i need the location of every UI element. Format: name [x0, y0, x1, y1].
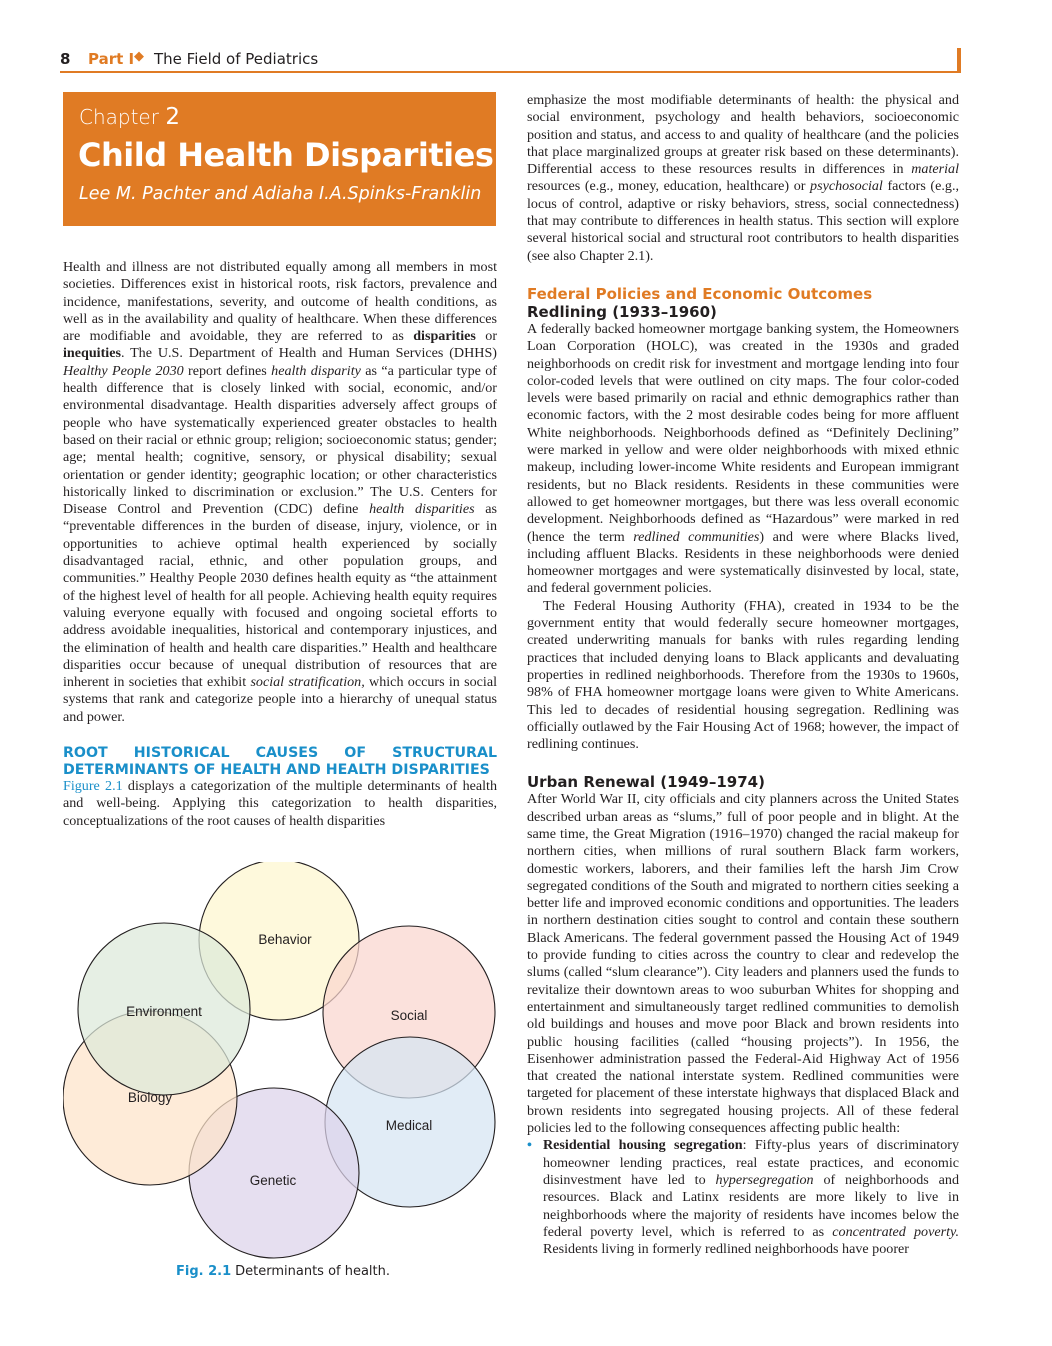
- figure-caption-text: Determinants of health.: [235, 1264, 391, 1279]
- behavior-label: Behavior: [258, 932, 312, 947]
- section-heading-root-causes: ROOT HISTORICAL CAUSES OF STRUCTURAL DETERMINANTS OF HEALTH AND HEALTH DISPARITIES: [63, 745, 497, 778]
- social-label: Social: [390, 1008, 428, 1023]
- figure-caption-label: Fig. 2.1: [175, 1264, 232, 1279]
- fha-paragraph: The Federal Housing Authority (FHA), created in 1934 to be the government entity that would federally secure homeowner mortgages, created underwriting manuals for banks with rules regarding lending practices that included denying loans to Black applicants and devaluating properties in redlined neighborhoods. Therefore from the 1930s to 1960s, 98% of FHA homeowner mortgage loans were given to White Americans. This led to decades of residential housing segregation. Redlining was officially outlawed by the Fair Housing Act of 1968; however, the impact of redlining continues.: [527, 597, 959, 753]
- right-column: [527, 92, 959, 1258]
- section-paragraph: Figure 2.1 displays a categorization of the multiple determinants of health and well-being. Applying this categorization to health disparities, conceptualizations of the root causes of health disparities: [63, 778, 497, 829]
- heading-federal-policies: Federal Policies and Economic Outcomes: [527, 284, 873, 303]
- header-rule: [60, 71, 958, 73]
- heading-urban-renewal: Urban Renewal (1949–1974): [527, 773, 765, 792]
- part-title: The Field of Pediatrics: [154, 50, 319, 68]
- urban-renewal-paragraph: After World War II, city officials and city planners across the United States described urban areas as “slums,” full of poor people and in blight. At the same time, the Great Migration (1916–1970) changed the racial makeup for northern cities, when millions of rural southern Black farm workers, domestic workers, laborers, and their families left the harsh Jim Crow segregated conditions of the South and migrated to northern cities seeking a better life and improved economic conditions and opportunities. The leaders in northern destination cities sought to control and contain these southern Black Americans. The federal government passed the Housing Act of 1949 to provide funding to cities across the country to clear and redevelop the slums (called “slum clearance”). City leaders and planners used the funds to revitalize their downtown areas to woo suburban Whites for shopping and entertainment and simultaneously target redlined communities to demolish old buildings and houses and move poor Black and brown residents into public housing facilities (called “housing projects”). In 1956, the Eisenhower administration passed the Federal-Aid Highway Act of 1956 that created the national interstate system. Redlined communities were targeted for placement of these interstate highways that displaced Black and brown residents into segregated housing projects. All of these federal policies led to the following consequences affecting public health:: [527, 791, 959, 1137]
- heading-redlining: Redlining (1933–1960): [527, 302, 717, 321]
- list-item: • Residential housing segregation: Fifty-plus years of discriminatory homeowner lending practices, real estate practices, and economic disinvestment have led to hypersegregation of neighborhoods and resources. Black and Latinx residents are more likely to live in neighborhoods where the majority of residents have incomes below the federal poverty level, which is referred to as concentrated poverty. Residents living in formerly redlined neighborhoods have poorer: [527, 1137, 959, 1258]
- figure-caption: [63, 1264, 503, 1279]
- consequences-list: [527, 1137, 959, 1258]
- chapter-title: Child Health Disparities: [78, 136, 494, 174]
- running-header: [60, 48, 960, 74]
- chapter-number: Chapter 2: [79, 104, 180, 130]
- header-edge-tab: [957, 48, 961, 73]
- part-label: Part I: [88, 50, 135, 68]
- left-column: [63, 259, 497, 830]
- chapter-banner: [63, 92, 496, 226]
- genetic-label: Genetic: [249, 1173, 297, 1188]
- continuation-paragraph: emphasize the most modifiable determinants of health: the physical and social environment, psychology and health behaviors, socioeconomic position and status, and access to and quality of healthcare (and the policies that place marginalized groups at greater risk based on these determinants). Differential access to these resources results in differences in material resources (e.g., money, education, healthcare) or psychosocial factors (e.g., locus of control, adaptive or risky behaviors, stress, social connectedness) that may contribute to differences in health status. This section will explore several historical social and structural root contributors to health disparities (see also Chapter 2.1).: [527, 92, 959, 264]
- redlining-paragraph: A federally backed homeowner mortgage banking system, the Homeowners Loan Corporation (HOLC), was created in the 1930s and graded neighborhoods on credit risk for investment and mortgage lending into four color-coded levels that were outlined on city maps. The four color-coded levels were based primarily on racial and ethnic demographics rather than economic factors, with the 2 most desirable codes being for more affluent White neighborhoods. Neighborhoods defined as “Definitely Declining” were marked in yellow and were older neighborhoods with mixed ethnic makeup, including lower-income White residents and European immigrant residents, but no Black residents. Residents in these communities were allowed to get homeowner mortgages, but there was less overall economic development. Neighborhoods defined as “Hazardous” were marked in red (hence the term redlined communities) and were where Blacks lived, including affluent Blacks. Residents in these neighborhoods were denied homeowner mortgages and were systematically disinvested by local, state, and federal government policies.: [527, 320, 959, 597]
- diamond-icon: ◆: [134, 49, 144, 64]
- medical-label: Medical: [385, 1118, 433, 1133]
- biology-label: Biology: [127, 1090, 173, 1105]
- bullet-icon: •: [527, 1137, 532, 1154]
- determinants-figure: [63, 862, 503, 1282]
- intro-paragraph: Health and illness are not distributed equally among all members in most societies. Differences exist in historical roots, risk factors, prevalence and incidence, manifestations, severity, and outcome of health conditions, as well as in the availability and quality of healthcare. When these differences are modifiable and avoidable, they are referred to as disparities or inequities. The U.S. Department of Health and Human Services (DHHS) Healthy People 2030 report defines health disparity as “a particular type of health difference that is closely linked with social, economic, and/or environmental disadvantage. Health disparities adversely affect groups of people who have systematically experienced greater obstacles to health based on their racial or ethnic group; religion; socioeconomic status; gender; age; mental health; cognitive, sensory, or physical disability; sexual orientation or gender identity; geographic location; or other characteristics historically linked to discrimination or exclusion.” The U.S. Centers for Disease Control and Prevention (CDC) define health disparities as “preventable differences in the burden of disease, injury, violence, or in opportunities to achieve optimal health experienced by socially disadvantaged racial, ethnic, and other population groups, and communities.” Healthy People 2030 defines health equity as “the attainment of the highest level of health for all people. Achieving health equity requires valuing everyone equally with focused and ongoing societal efforts to address avoidable inequalities, historical and contemporary injustices, and the elimination of health and health care disparities.” Health and healthcare disparities occur because of unequal distribution of resources that are inherent in societies that exhibit social stratification, which occurs in social systems that rank and categorize people into a hierarchy of unequal status and power.: [63, 259, 498, 725]
- chapter-authors: Lee M. Pachter and Adiaha I.A.Spinks-Franklin: [79, 184, 482, 204]
- figure-link[interactable]: Figure 2.1: [63, 778, 123, 795]
- environment-label: Environment: [126, 1004, 202, 1019]
- page-number: 8: [60, 50, 71, 68]
